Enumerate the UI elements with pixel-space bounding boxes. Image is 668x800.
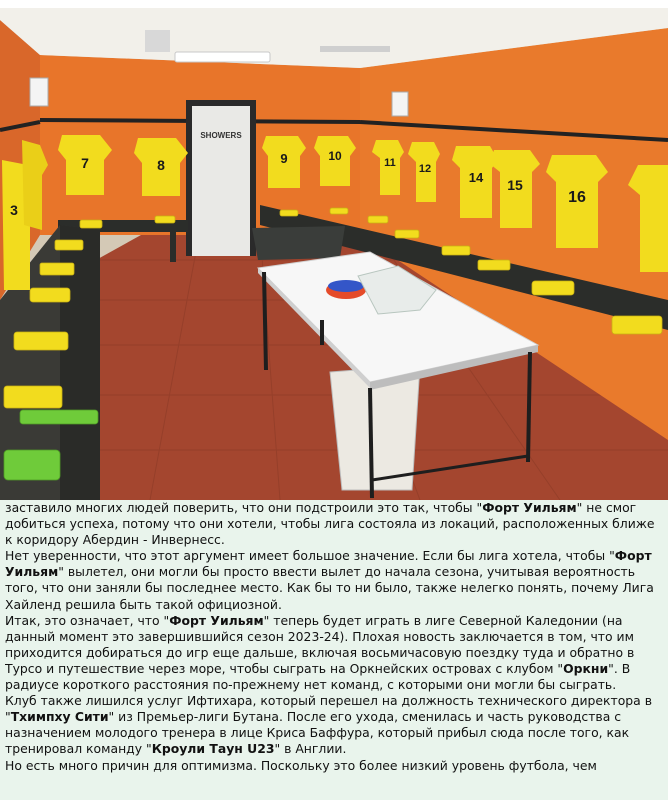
paragraph-5: Но есть много причин для оптимизма. Поскольку это более низкий уровень футбола, чем <box>5 757 597 773</box>
svg-text:10: 10 <box>328 149 342 163</box>
paragraph-2: Нет уверенности, что этот аргумент имеет большое значение. Если бы лига хотела, чтобы "Форт Уильям" вылетел, они могли бы просто ввести вылет до начала сезона, учитывая вероятность того, что они заняли бы последнее место. Как бы то ни было, также нелегко понять, почему Лига Хайленд решила быть такой официозной. <box>5 548 654 612</box>
jersey-7 <box>58 135 112 195</box>
svg-text:9: 9 <box>280 151 288 166</box>
ceiling-light <box>175 52 270 62</box>
club-name: Форт Уильям <box>169 612 264 628</box>
article-text <box>5 500 665 800</box>
door-sign: SHOWERS <box>200 131 242 140</box>
paragraph-1: заставило многих людей поверить, что они подстроили это так, чтобы "Форт Уильям" не смог добиться успеха, потому что они хотели, чтобы лига состояла из локаций, расположенных ближе к коридору Абердин - Инвернесс. <box>5 500 655 548</box>
svg-text:3: 3 <box>10 202 18 218</box>
paragraph-4: Клуб также лишился услуг Ифтихара, который перешел на должность технического директора в "Тхимпху Сити" из Премьер-лиги Бутана. После его ухода, сменилась и часть руководства с назначением молодого тренера в лице Криса Баффура, который прибыл сюда после того, как тренировал команду "Кроули Таун U23" в Англии. <box>5 693 652 757</box>
svg-text:14: 14 <box>468 170 484 185</box>
jersey-10 <box>314 136 356 186</box>
jersey-9 <box>262 136 306 188</box>
club-name: Тхимпху Сити <box>10 709 109 725</box>
svg-text:7: 7 <box>81 155 89 171</box>
club-name: Форт Уильям <box>5 548 652 580</box>
svg-text:12: 12 <box>418 163 432 175</box>
svg-text:15: 15 <box>507 177 523 193</box>
club-name: Форт Уильям <box>482 500 577 515</box>
paragraph-3: Итак, это означает, что "Форт Уильям" теперь будет играть в лиге Северной Каледонии (на данный момент это завершившийся сезон 2023-24). Плохая новость заключается в том, что им приходится добираться до игр еще дальше, включая восьмичасовую поездку туда и обратно в Турсо и путешествие через море, чтобы сыграть на Оркнейских островах с клубом "Оркни". В радиусе короткого расстояния по-прежнему нет команд, с которыми они могли бы сыграть. <box>5 612 635 693</box>
svg-text:16: 16 <box>568 189 586 206</box>
club-name: Оркни <box>563 660 609 676</box>
svg-text:11: 11 <box>384 157 396 169</box>
club-name: Кроули Таун U23 <box>151 741 275 757</box>
svg-text:8: 8 <box>157 157 165 173</box>
jersey-8 <box>134 138 188 196</box>
